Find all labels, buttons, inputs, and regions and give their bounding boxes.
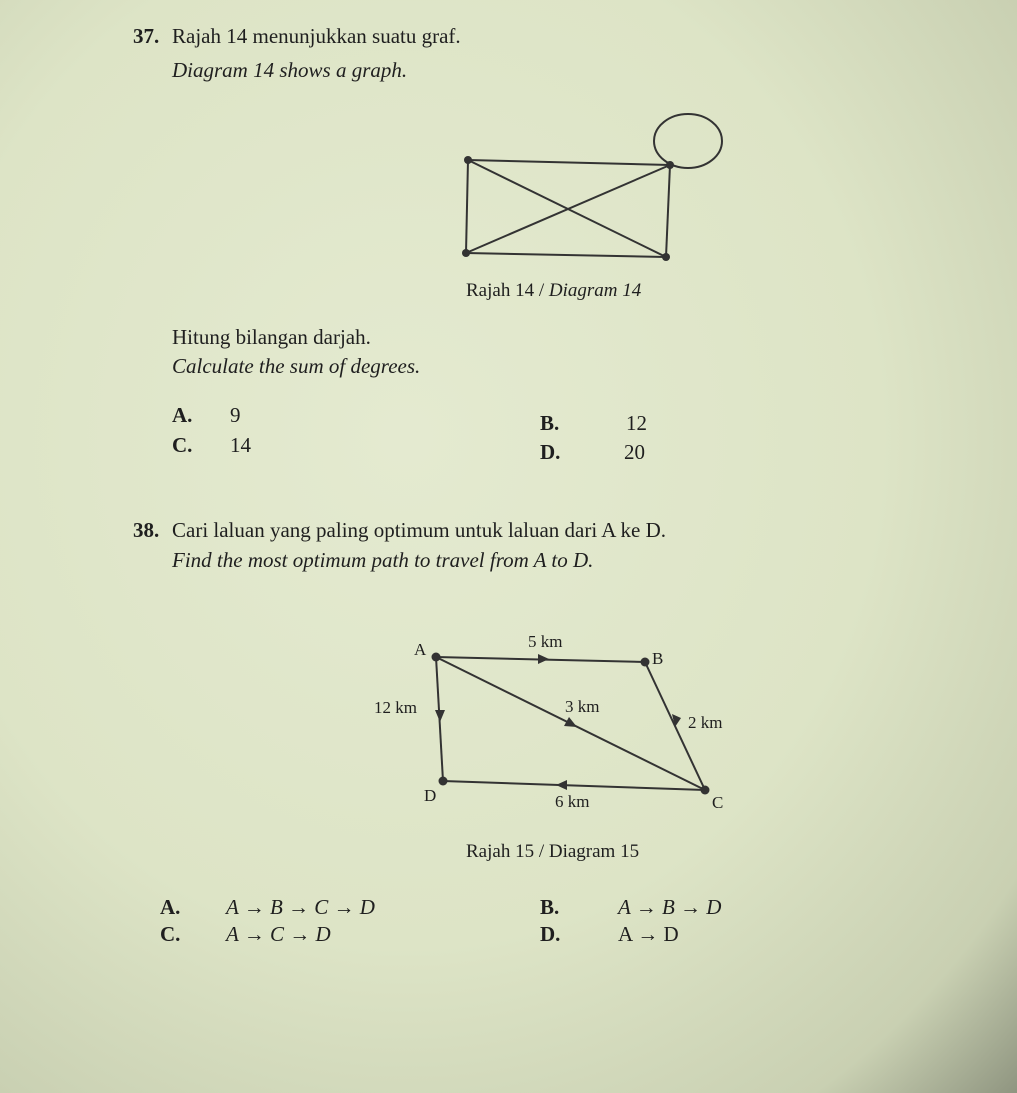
q37-option-c[interactable]: 14 (230, 433, 251, 457)
prompt-en: Calculate the sum of degrees. (172, 354, 421, 378)
caption-ms: Rajah 14 / (466, 280, 545, 301)
q37-option-a[interactable]: 9 (230, 403, 241, 427)
q37-option-d-letter: D. (540, 440, 561, 464)
arrow-ad (435, 710, 445, 722)
q37-option-b-letter: B. (540, 411, 560, 435)
loop-edge (654, 114, 722, 168)
diagram-15 (432, 653, 710, 795)
q37-option-c-letter: C. (172, 433, 193, 457)
q37-option-b[interactable]: 12 (626, 411, 647, 435)
q37-option-d[interactable]: 20 (624, 440, 645, 464)
q38-option-a-letter: A. (160, 895, 181, 919)
caption-en: Diagram 14 (548, 280, 642, 301)
question-38-text-en: Find the most optimum path to travel from A to D. (172, 548, 594, 572)
node-b-label: B (652, 649, 664, 668)
node-a-label: A (414, 640, 427, 659)
question-38-text-ms: Cari laluan yang paling optimum untuk laluan dari A ke D. (172, 518, 666, 542)
q38-option-b[interactable]: A → B → D (618, 895, 722, 919)
q38-option-d[interactable]: A → D (618, 922, 679, 946)
edge-ac-label: 3 km (565, 697, 600, 716)
q38-option-c-letter: C. (160, 922, 181, 946)
question-37-number: 37. (133, 24, 160, 48)
q37-option-a-letter: A. (172, 403, 193, 427)
prompt-ms: Hitung bilangan darjah. (172, 325, 371, 349)
node-d-label: D (424, 786, 437, 805)
diagram-15-caption: Rajah 15 / Diagram 15 (466, 841, 640, 862)
q38-option-a[interactable]: A → B → C → D (226, 895, 375, 919)
question-37-text-ms: Rajah 14 menunjukkan suatu graf. (172, 24, 461, 48)
diagram-14-caption (466, 280, 641, 302)
edge-ab-label: 5 km (528, 632, 563, 651)
arrow-cd (556, 780, 567, 790)
question-37-text-en: Diagram 14 shows a graph. (172, 58, 408, 82)
q38-option-d-letter: D. (540, 922, 561, 946)
diagram-14 (462, 114, 722, 261)
q38-option-c[interactable]: A → C → D (226, 922, 331, 946)
node-c-label: C (712, 793, 724, 812)
edge-cd-label: 6 km (555, 792, 590, 811)
question-38-number: 38. (133, 518, 160, 542)
arrow-ab (538, 654, 549, 664)
edge-ad-label: 12 km (374, 698, 417, 717)
q38-option-b-letter: B. (540, 895, 560, 919)
edge-bc-label: 2 km (688, 713, 723, 732)
